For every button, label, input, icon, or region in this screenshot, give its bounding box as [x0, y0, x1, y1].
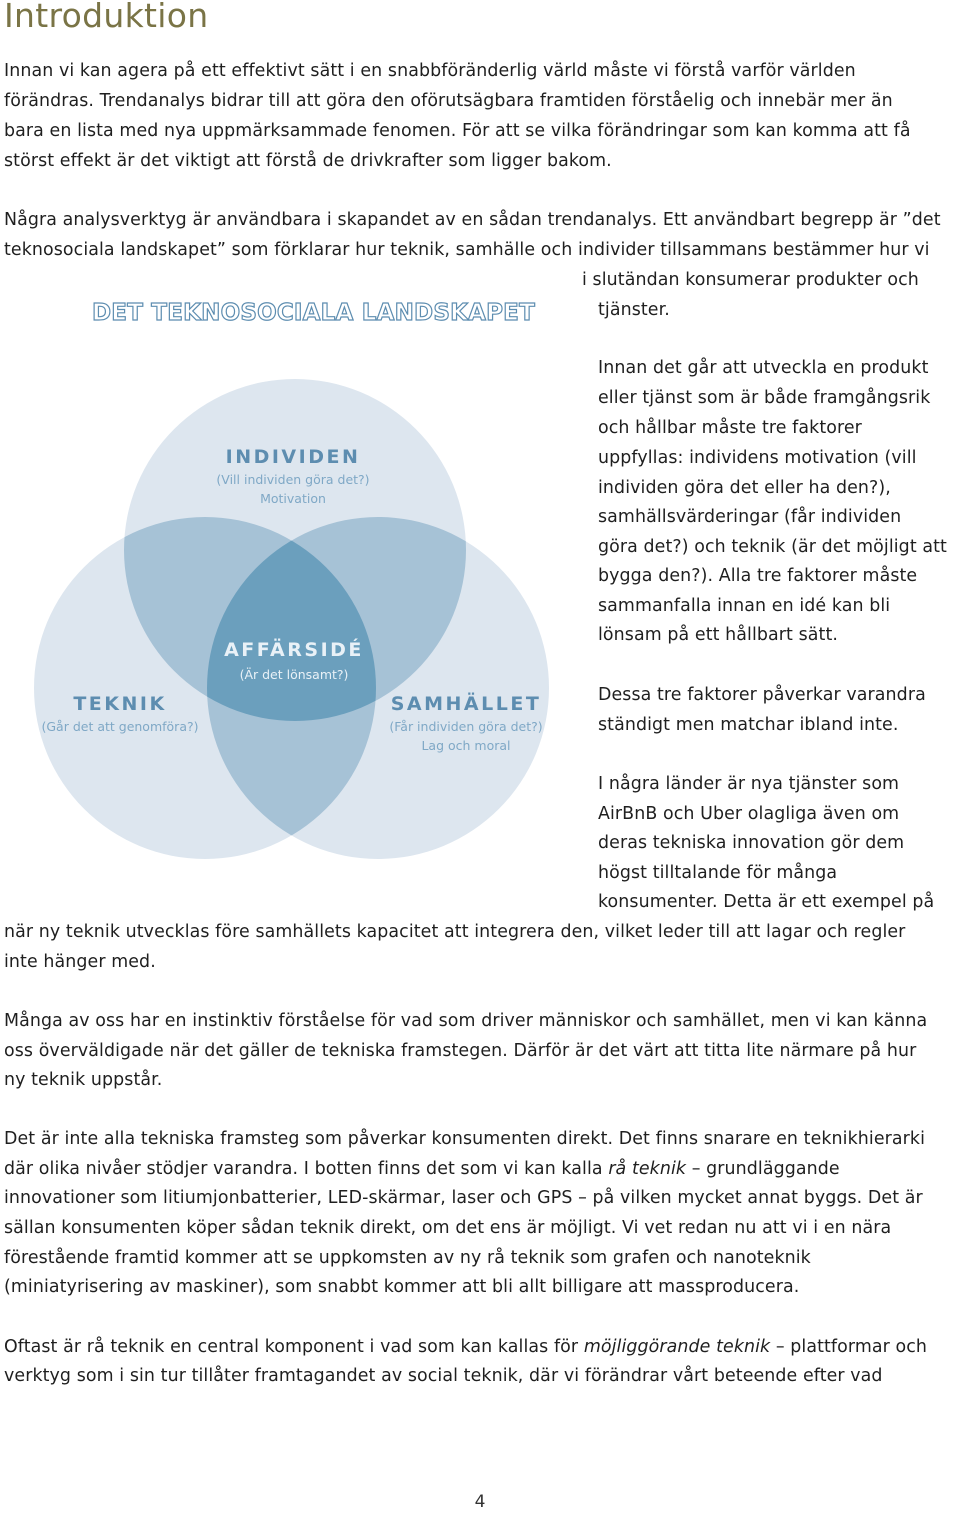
venn-label-samhallet: SAMHÄLLET — [390, 693, 542, 715]
paragraph-4-line: ny teknik uppstår. — [4, 1070, 163, 1090]
paragraph-5-text: – grundläggande — [686, 1159, 840, 1179]
paragraph-5-line: förestående framtid kommer att se uppkomsten av ny rå teknik som grafen och nanoteknik — [4, 1248, 811, 1268]
paragraph-1-line: förändras. Trendanalys bidrar till att göra den oförutsägbara framtiden förståelig och innebär mer än — [4, 91, 893, 111]
paragraph-1-line: bara en lista med nya uppmärksammade fenomen. För att se vilka förändringar som kan komma att få — [4, 121, 911, 141]
venn-sublabel-lag-och-moral: Lag och moral — [421, 738, 511, 753]
side-text-line: deras tekniska innovation gör dem — [598, 833, 905, 853]
venn-question-affarside: (Är det lönsamt?) — [239, 667, 349, 682]
emphasis-ra-teknik: rå teknik — [608, 1159, 687, 1179]
side-text-line: konsumenter. Detta är ett exempel på — [598, 892, 935, 912]
venn-diagram-title: DET TEKNOSOCIALA LANDSKAPET — [92, 300, 535, 326]
venn-label-affarside: AFFÄRSIDÉ — [224, 639, 364, 661]
venn-question-samhallet: (Får individen göra det?) — [389, 719, 543, 734]
paragraph-5-line: Det är inte alla tekniska framsteg som påverkar konsumenten direkt. Det finns snarare en teknikhierarki — [4, 1129, 925, 1149]
side-text-line: och hållbar måste tre faktorer — [598, 418, 862, 438]
paragraph-3-line: när ny teknik utvecklas före samhällets kapacitet att integrera den, vilket leder till att lagar och regler — [4, 922, 906, 942]
paragraph-1-line: Innan vi kan agera på ett effektivt sätt i en snabbföränderlig värld måste vi förstå varför världen — [4, 61, 856, 81]
paragraph-3-line: inte hänger med. — [4, 952, 156, 972]
paragraph-5-line: (miniatyrisering av maskiner), som snabbt kommer att bli allt billigare att massproducera. — [4, 1277, 800, 1297]
paragraph-4-line: oss överväldigade när det gäller de tekniska framstegen. Därför är det värt att titta lite närmare på hur — [4, 1041, 917, 1061]
paragraph-4-line: Många av oss har en instinktiv förståelse för vad som driver människor och samhället, men vi kan känna — [4, 1011, 928, 1031]
paragraph-6-line: verktyg som i sin tur tillåter framtagandet av social teknik, där vi förändrar vårt beteende efter vad — [4, 1366, 883, 1386]
side-text-line: samhällsvärderingar (får individen — [598, 507, 902, 527]
paragraph-6-text: Oftast är rå teknik en central komponent i vad som kan kallas för — [4, 1337, 584, 1357]
paragraph-2-line: tjänster. — [598, 300, 670, 320]
side-text-line: eller tjänst som är både framgångsrik — [598, 388, 931, 408]
paragraph-2-line: i slutändan konsumerar produkter och — [582, 270, 919, 290]
side-text-line: ständigt men matchar ibland inte. — [598, 715, 899, 735]
emphasis-mojliggorande-teknik: möjliggörande teknik — [583, 1337, 771, 1357]
paragraph-5-line: sällan konsumenten köper sådan teknik direkt, om det ens är möjligt. Vi vet redan nu att vi i en nära — [4, 1218, 892, 1238]
paragraph-6-line — [4, 1332, 927, 1362]
side-text-line: sammanfalla innan en idé kan bli — [598, 596, 891, 616]
side-text-line: bygga den?). Alla tre faktorer måste — [598, 566, 918, 586]
paragraph-1-line: störst effekt är det viktigt att förstå de drivkrafter som ligger bakom. — [4, 151, 612, 171]
paragraph-5-text: där olika nivåer stödjer varandra. I botten finns det som vi kan kalla — [4, 1159, 609, 1179]
side-text-line: Innan det går att utveckla en produkt — [598, 358, 929, 378]
venn-label-individen: INDIVIDEN — [225, 446, 361, 468]
page-heading: Introduktion — [4, 0, 209, 35]
paragraph-2-line: teknosociala landskapet” som förklarar hur teknik, samhälle och individer tillsammans bestämmer hur vi — [4, 240, 930, 260]
page-number: 4 — [474, 1492, 486, 1512]
side-text-line: AirBnB och Uber olagliga även om — [598, 804, 900, 824]
venn-question-individen: (Vill individen göra det?) — [216, 472, 370, 487]
venn-sublabel-motivation: Motivation — [260, 491, 326, 506]
side-text-line: göra det?) och teknik (är det möjligt att — [598, 537, 947, 557]
paragraph-6-text: – plattformar och — [770, 1337, 928, 1357]
paragraph-2-line: Några analysverktyg är användbara i skapandet av en sådan trendanalys. Ett användbart begrepp är ”det — [4, 210, 941, 230]
side-text-line: I några länder är nya tjänster som — [598, 774, 900, 794]
venn-question-teknik: (Går det att genomföra?) — [41, 719, 199, 734]
side-text-line: lönsam på ett hållbart sätt. — [598, 625, 838, 645]
side-text-line: individen göra det eller ha den?), — [598, 478, 891, 498]
paragraph-5-line — [4, 1154, 840, 1184]
paragraph-5-line: innovationer som litiumjonbatterier, LED-skärmar, laser och GPS – på vilken mycket annat byggs. Det är — [4, 1188, 923, 1208]
side-text-line: Dessa tre faktorer påverkar varandra — [598, 685, 926, 705]
side-text-line: högst tilltalande för många — [598, 863, 838, 883]
venn-label-teknik: TEKNIK — [73, 693, 167, 715]
side-text-line: uppfyllas: individens motivation (vill — [598, 448, 917, 468]
